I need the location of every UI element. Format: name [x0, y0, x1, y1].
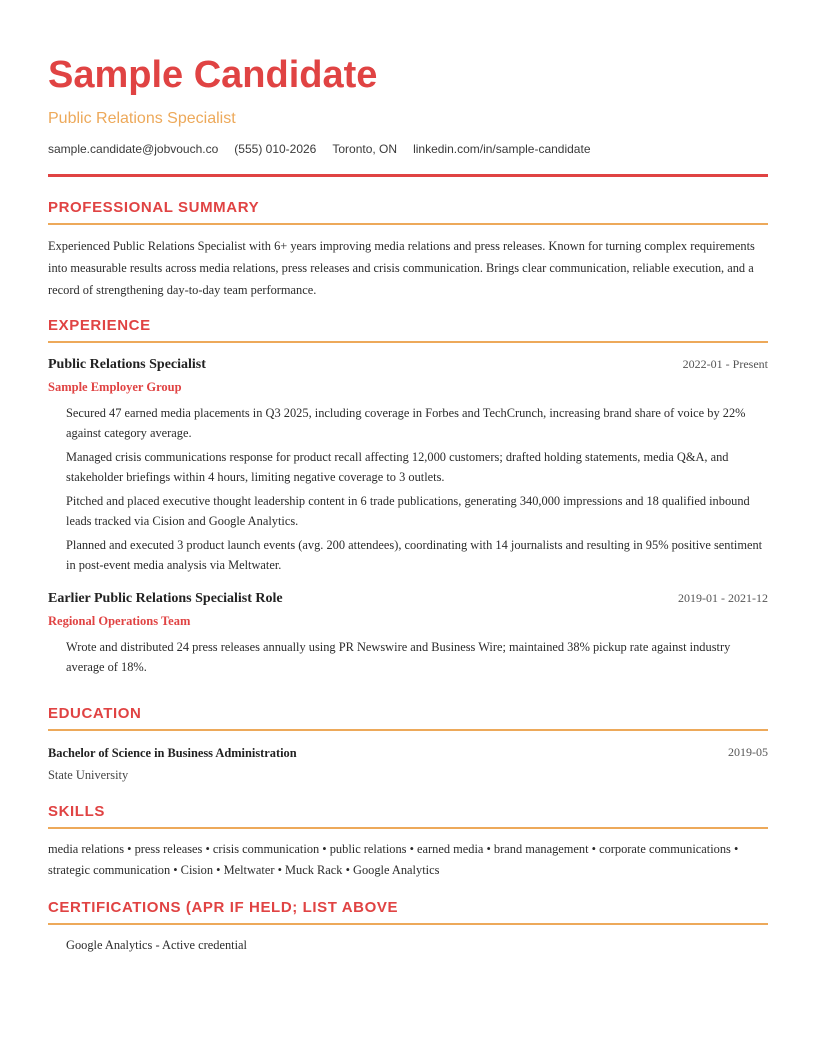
job-bullet: Planned and executed 3 product launch events (avg. 200 attendees), coordinating with 14 journalists and resulting in 95% positive sentiment in post-event media analysis via Meltwater.	[66, 538, 763, 572]
contact-linkedin[interactable]: linkedin.com/in/sample-candidate	[413, 142, 591, 156]
skills-text: media relations • press releases • crisis communication • public relations • earned media • brand management • corporate communications • strategic communication • Cision • Meltwater • Muck Rack • Google Analytics	[48, 842, 739, 877]
job-employer: Regional Operations Team	[48, 614, 191, 628]
contact-phone: (555) 010-2026	[234, 142, 317, 156]
summary-section	[48, 199, 768, 301]
education-school: State University	[48, 768, 129, 782]
job-bullet: Managed crisis communications response for product recall affecting 12,000 customers; drafted holding statements, media Q&A, and stakeholder briefings within 4 hours, limiting negative coverage to 3 outlets.	[66, 450, 729, 484]
header-divider	[48, 174, 768, 177]
experience-section	[48, 317, 768, 681]
certifications-list	[48, 935, 768, 955]
summary-text: Experienced Public Relations Specialist with 6+ years improving media relations and press releases. Known for turning complex requirements into measurable results across media relations, press releases and crisis communication. Brings clear communication, reliable execution, and a record of strengthening day-to-day team performance.	[48, 239, 755, 297]
job-title: Public Relations Specialist	[48, 357, 206, 372]
experience-heading: EXPERIENCE	[48, 317, 768, 343]
education-section	[48, 705, 768, 785]
education-entry	[48, 743, 768, 785]
certifications-section	[48, 899, 768, 955]
job-entry	[48, 589, 768, 677]
skills-section	[48, 803, 768, 881]
education-degree: Bachelor of Science in Business Administration	[48, 746, 297, 760]
candidate-title: Public Relations Specialist	[48, 110, 236, 127]
job-bullet: Secured 47 earned media placements in Q3 2025, including coverage in Forbes and TechCrunch, increasing brand share of voice by 22% against category average.	[66, 406, 746, 440]
contact-location: Toronto, ON	[332, 142, 398, 156]
contact-line	[48, 140, 591, 158]
certification-item: Google Analytics - Active credential	[66, 938, 247, 952]
job-entry	[48, 355, 768, 575]
job-bullet: Wrote and distributed 24 press releases annually using PR Newswire and Business Wire; maintained 38% pickup rate against industry average of 18%.	[66, 640, 731, 674]
job-employer: Sample Employer Group	[48, 380, 182, 394]
job-dates: 2019-01 - 2021-12	[678, 591, 768, 605]
education-date: 2019-05	[728, 745, 768, 759]
summary-heading: PROFESSIONAL SUMMARY	[48, 199, 768, 225]
job-bullet: Pitched and placed executive thought leadership content in 6 trade publications, generating 340,000 impressions and 18 qualified inbound leads tracked via Cision and Google Analytics.	[66, 494, 750, 528]
candidate-name: Sample Candidate	[48, 54, 378, 96]
certifications-heading: CERTIFICATIONS (APR IF HELD; LIST ABOVE	[48, 899, 768, 925]
education-heading: EDUCATION	[48, 705, 768, 731]
skills-heading: SKILLS	[48, 803, 768, 829]
job-dates: 2022-01 - Present	[682, 357, 768, 371]
job-title: Earlier Public Relations Specialist Role	[48, 591, 283, 606]
contact-email[interactable]: sample.candidate@jobvouch.co	[48, 142, 219, 156]
job-bullets	[48, 637, 768, 677]
job-bullets	[48, 403, 768, 575]
